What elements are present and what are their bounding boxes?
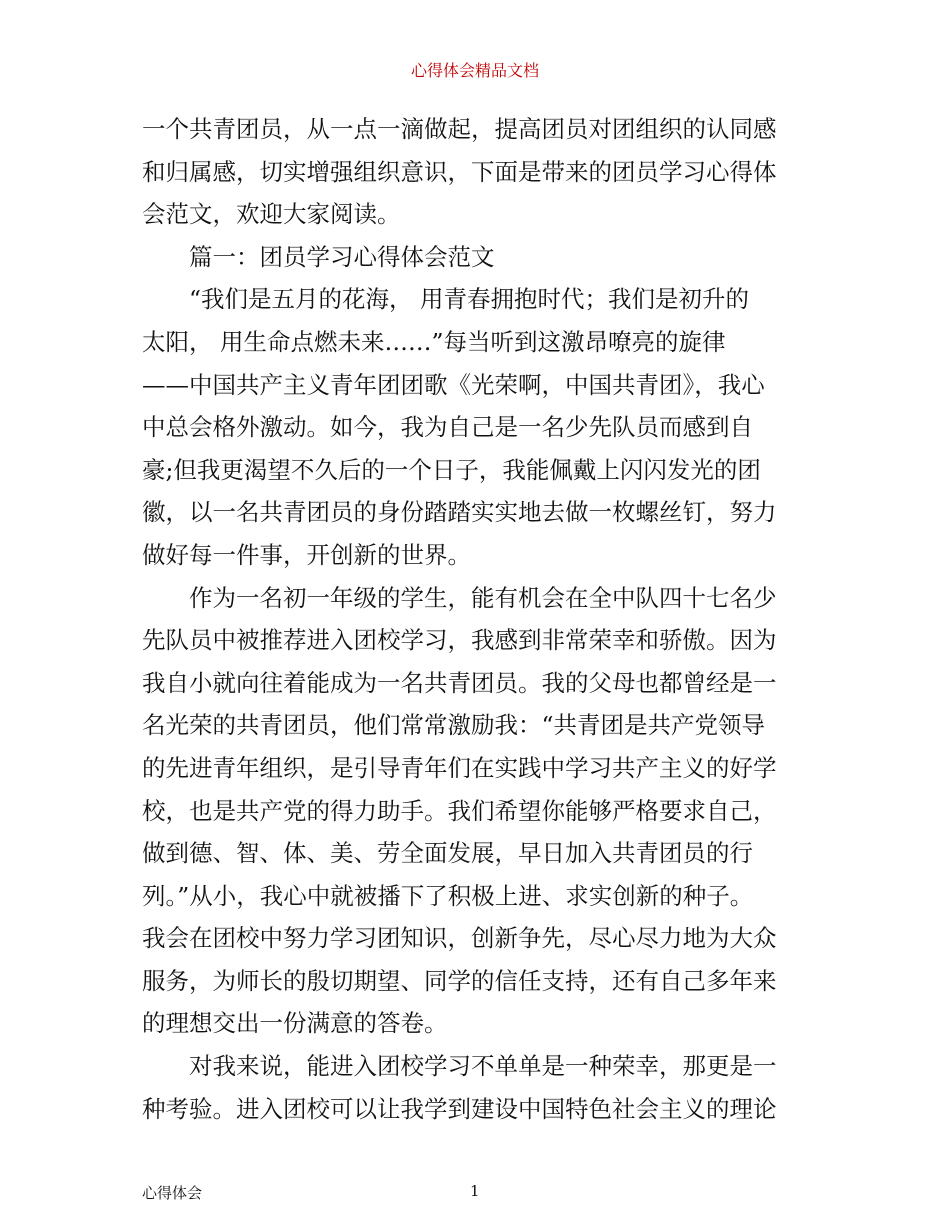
text-line: 的先进青年组织，是引导青年们在实践中学习共产主义的好学: [142, 753, 777, 782]
text-line: 作为一名初一年级的学生，能有机会在全中队四十七名少: [189, 583, 777, 612]
text-line: 先队员中被推荐进入团校学习，我感到非常荣幸和骄傲。因为: [142, 626, 777, 655]
text-line: 列。”从小，我心中就被播下了积极上进、求实创新的种子。: [142, 881, 754, 910]
text-line: 做好每一件事，开创新的世界。: [142, 540, 471, 569]
text-line: 种考验。进入团校可以让我学到建设中国特色社会主义的理论: [142, 1094, 777, 1123]
footer-label: 心得体会: [142, 1184, 203, 1202]
text-line: 服务，为师长的殷切期望、同学的信任支持，还有自己多年来: [142, 966, 777, 995]
text-line: 的理想交出一份满意的答卷。: [142, 1009, 448, 1038]
text-line: 我自小就向往着能成为一名共青团员。我的父母也都曾经是一: [142, 668, 777, 697]
text-line: 中总会格外激动。如今，我为自己是一名少先队员而感到自: [142, 413, 753, 442]
page-number: 1: [470, 1182, 480, 1200]
text-line: 对我来说，能进入团校学习不单单是一种荣幸，那更是一: [189, 1052, 777, 1081]
document-body: [142, 108, 814, 1130]
text-line: 会范文，欢迎大家阅读。: [142, 200, 401, 229]
text-line: 一个共青团员，从一点一滴做起，提高团员对团组织的认同感: [142, 115, 777, 143]
text-line: 校，也是共产党的得力助手。我们希望你能够严格要求自己，: [142, 796, 777, 825]
section-heading: 篇一：团员学习心得体会范文: [189, 242, 495, 271]
text-line: 和归属感，切实增强组织意识，下面是带来的团员学习心得体: [142, 157, 777, 186]
text-line: 豪;但我更渴望不久后的一个日子，我能佩戴上闪闪发光的团: [142, 455, 761, 484]
text-line: “我们是五月的花海， 用青春拥抱时代；我们是初升的: [189, 285, 749, 314]
text-line: 徽，以一名共青团员的身份踏踏实实地去做一枚螺丝钉，努力: [142, 498, 777, 527]
text-line: 名光荣的共青团员，他们常常激励我：“共青团是共产党领导: [142, 711, 766, 740]
page-header-title: 心得体会精品文档: [410, 61, 539, 80]
text-line: 做到德、智、体、美、劳全面发展，早日加入共青团员的行: [142, 839, 753, 868]
text-line: 太阳， 用生命点燃未来……”每当听到这激昂嘹亮的旋律: [142, 327, 726, 356]
text-line: ——中国共产主义青年团团歌《光荣啊，中国共青团》，我心: [142, 370, 765, 399]
text-line: 我会在团校中努力学习团知识，创新争先，尽心尽力地为大众: [142, 924, 777, 953]
